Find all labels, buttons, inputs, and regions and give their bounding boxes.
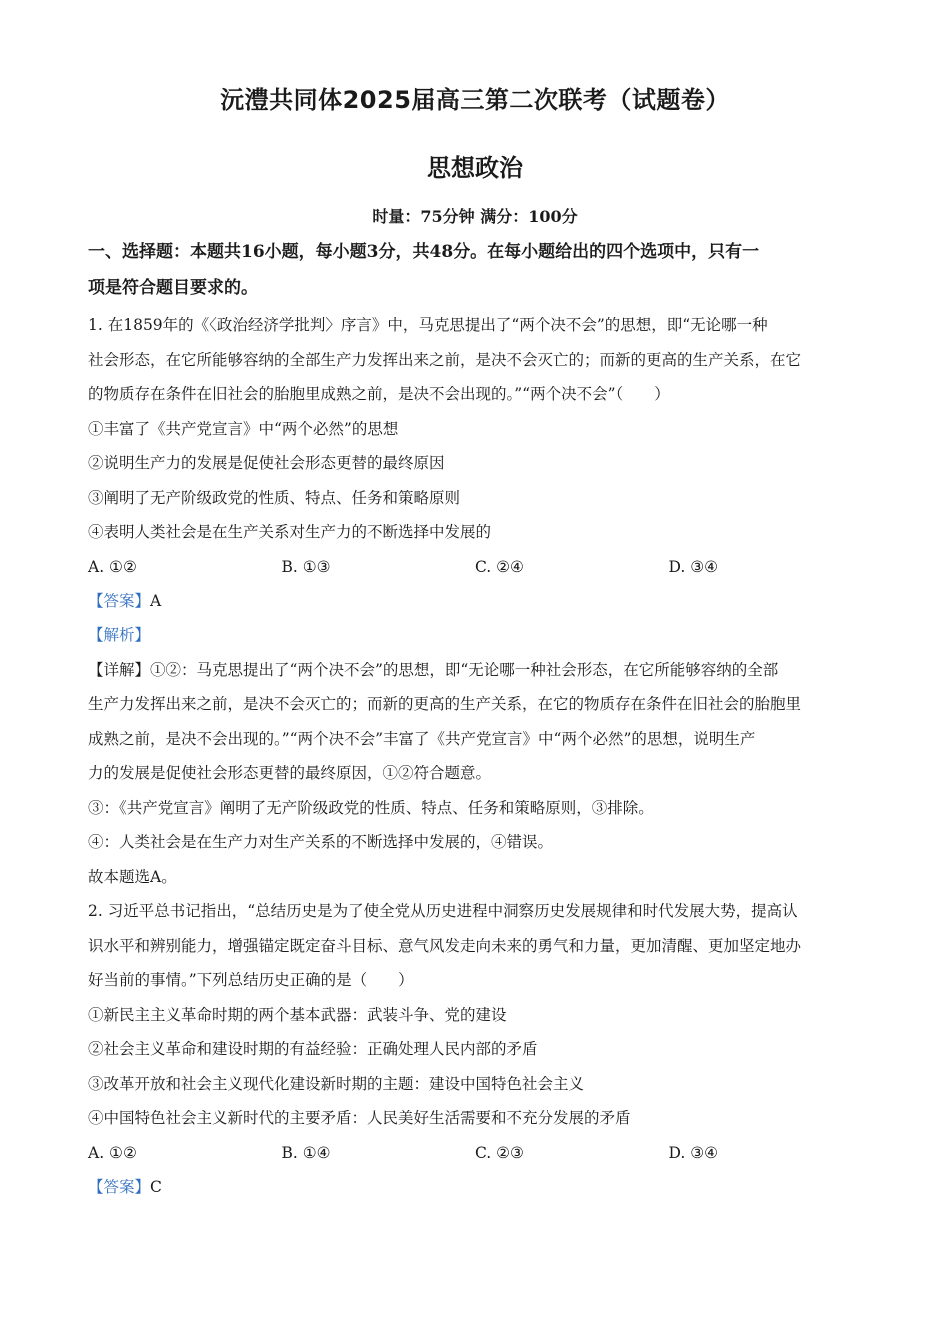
question-1 — [88, 308, 862, 894]
q1-item: ①丰富了《共产党宣言》中“两个必然”的思想 — [88, 419, 399, 438]
q2-option-a: A. ①② — [88, 1143, 137, 1162]
q2-options — [88, 1136, 862, 1170]
q1-options — [88, 550, 862, 584]
q1-detail-line: 力的发展是促使社会形态更替的最终原因，①②符合题意。 — [88, 764, 492, 782]
q1-stem-line: 1. 在1859年的《〈政治经济学批判〉序言》中，马克思提出了“两个决不会”的思想，即“无论哪一种 — [88, 316, 768, 334]
q1-answer — [88, 584, 862, 619]
q1-item: ③阐明了无产阶级政党的性质、特点、任务和策略原则 — [88, 488, 461, 507]
q2-item: ①新民主主义革命时期的两个基本武器：武装斗争、党的建设 — [88, 1005, 507, 1024]
q2-option-d: D. ③④ — [668, 1143, 719, 1162]
subject-title: 思想政治 — [427, 154, 523, 182]
q2-stem-line: 好当前的事情。”下列总结历史正确的是（ ） — [88, 971, 414, 989]
q1-option-c: C. ②④ — [475, 557, 524, 576]
q2-item: ③改革开放和社会主义现代化建设新时期的主题：建设中国特色社会主义 — [88, 1074, 585, 1093]
q1-stem-line: 的物质存在条件在旧社会的胎胞里成熟之前，是决不会出现的。”“两个决不会”（ ） — [88, 385, 670, 403]
answer-value: C — [150, 1177, 162, 1196]
q1-item: ②说明生产力的发展是促使社会形态更替的最终原因 — [88, 454, 445, 472]
analysis-tag: 【解析】 — [88, 626, 151, 644]
section-heading — [88, 234, 862, 306]
section-heading-line: 项是符合题目要求的。 — [88, 278, 258, 298]
time-info: 时量：75分钟 满分：100分 — [372, 207, 578, 226]
q2-answer — [88, 1170, 862, 1205]
q2-option-b: B. ①④ — [281, 1143, 331, 1162]
q1-option-b: B. ①③ — [281, 557, 331, 576]
q1-option-d: D. ③④ — [668, 557, 719, 576]
q1-conclusion: 故本题选A。 — [88, 867, 177, 886]
q2-item: ②社会主义革命和建设时期的有益经验：正确处理人民内部的矛盾 — [88, 1040, 538, 1058]
q2-stem-line: 识水平和辨别能力，增强锚定既定奋斗目标、意气风发走向未来的勇气和力量，更加清醒、更加坚定地办 — [88, 936, 802, 955]
answer-value: A — [150, 591, 162, 610]
answer-tag: 【答案】 — [88, 591, 151, 610]
q2-item: ④中国特色社会主义新时代的主要矛盾：人民美好生活需要和不充分发展的矛盾 — [88, 1109, 631, 1127]
q1-detail-line: 成熟之前，是决不会出现的。”“两个决不会”丰富了《共产党宣言》中“两个必然”的思想，说明生产 — [88, 729, 756, 748]
q1-analysis — [88, 618, 862, 653]
q1-option-a: A. ①② — [88, 557, 137, 576]
q1-item: ④表明人类社会是在生产关系对生产力的不断选择中发展的 — [88, 523, 492, 541]
q1-detail-line: ③：《共产党宣言》阐明了无产阶级政党的性质、特点、任务和策略原则，③排除。 — [88, 798, 654, 817]
q1-stem-line: 社会形态，在它所能够容纳的全部生产力发挥出来之前，是决不会灭亡的；而新的更高的生产关系，在它 — [88, 350, 802, 369]
q1-detail-line: 生产力发挥出来之前，是决不会灭亡的；而新的更高的生产关系，在它的物质存在条件在旧社会的胎胞里 — [88, 695, 802, 713]
detail-text: ①②：马克思提出了“两个决不会”的思想，即“无论哪一种社会形态，在它所能够容纳的全部 — [150, 660, 779, 679]
exam-content — [88, 234, 862, 1204]
q2-option-c: C. ②③ — [475, 1143, 524, 1162]
question-2 — [88, 894, 862, 1204]
exam-title: 沅澧共同体2025届高三第二次联考（试题卷） — [220, 86, 730, 114]
q1-detail-line — [88, 653, 862, 688]
section-heading-line: 一、选择题：本题共16小题，每小题3分，共48分。在每小题给出的四个选项中，只有一 — [88, 242, 760, 262]
answer-tag: 【答案】 — [88, 1177, 151, 1196]
q2-stem-line: 2. 习近平总书记指出，“总结历史是为了使全党从历史进程中洞察历史发展规律和时代发展大势，提高认 — [88, 902, 798, 920]
q1-detail-line: ④：人类社会是在生产力对生产关系的不断选择中发展的，④错误。 — [88, 833, 554, 851]
detail-tag: 【详解】 — [88, 660, 151, 679]
